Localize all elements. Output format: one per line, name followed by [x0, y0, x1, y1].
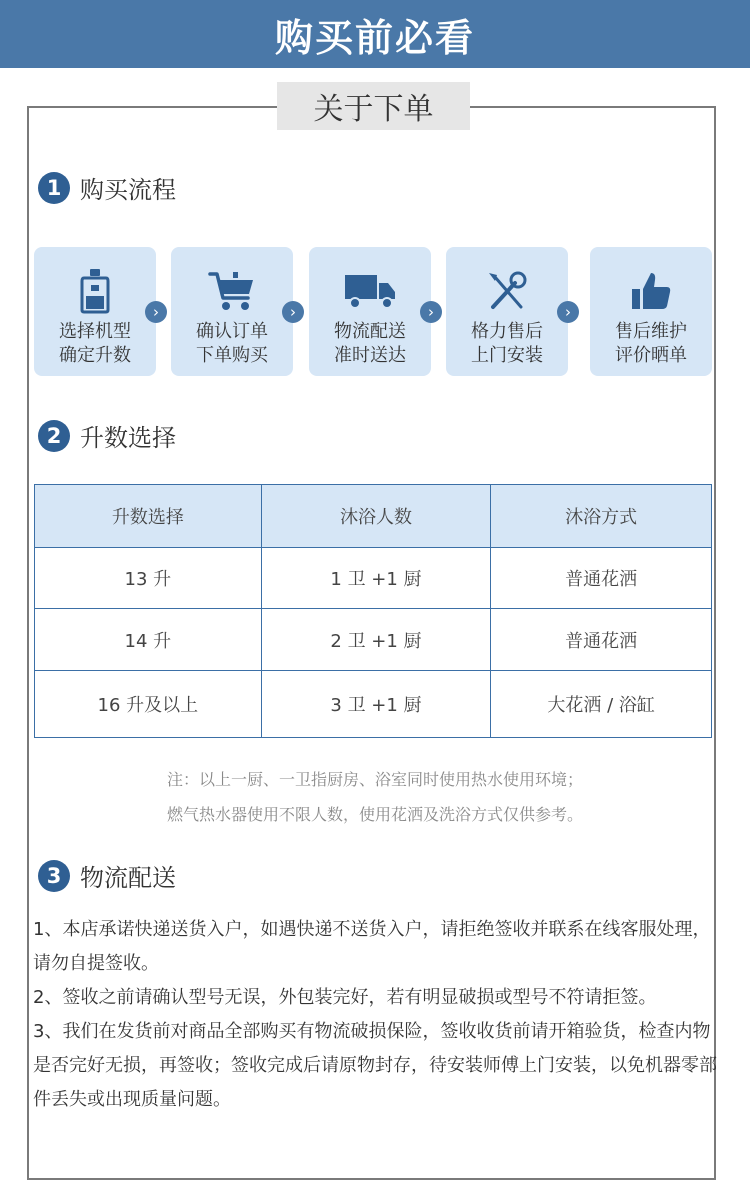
step-label-line2: 上门安装 [471, 345, 543, 366]
table-cell: 14 升 [35, 609, 262, 671]
step-card-logistics [309, 247, 431, 376]
table-cell: 3 卫 +1 厨 [261, 671, 491, 738]
table-row [35, 609, 712, 671]
table-note-line: 注：以上一厨、一卫指厨房、浴室同时使用热水使用环境； [166, 770, 583, 789]
thumbs-up-icon [629, 267, 673, 315]
frame-title: 关于下单 [277, 82, 470, 130]
section-title: 升数选择 [80, 424, 176, 452]
logistics-terms [33, 913, 723, 1117]
section-number-badge: 2 [38, 420, 70, 452]
logistics-item: 1、本店承诺快递送货入户，如遇快递不送货入户，请拒绝签收并联系在线客服处理，请勿自提签收。 [33, 919, 711, 974]
step-label-line1: 售后维护 [615, 321, 687, 342]
step-label-line1: 确认订单 [196, 321, 268, 342]
section-heading-purchase-process [38, 170, 176, 205]
section-heading-capacity [38, 418, 176, 453]
step-label-line2: 评价晒单 [615, 345, 687, 366]
step-label-line2: 确定升数 [59, 345, 131, 366]
column-header: 沐浴方式 [491, 485, 712, 548]
table-note-line: 燃气热水器使用不限人数，使用花洒及洗浴方式仅供参考。 [166, 805, 583, 824]
tools-icon [485, 267, 529, 315]
column-header: 升数选择 [35, 485, 262, 548]
step-label-line1: 选择机型 [59, 321, 131, 342]
logistics-item: 3、我们在发货前对商品全部购买有物流破损保险，签收收货前请开箱验货，检查内物是否完好无损，再签收；签收完成后请原物封存，待安装师傅上门安装，以免机器零部件丢失或出现质量问题。 [33, 1021, 717, 1110]
table-cell: 普通花洒 [491, 609, 712, 671]
capacity-table [34, 484, 712, 738]
chevron-right-icon: › [420, 301, 442, 323]
step-card-confirm-order [171, 247, 293, 376]
step-card-select-model [34, 247, 156, 376]
column-header: 沐浴人数 [261, 485, 491, 548]
table-cell: 普通花洒 [491, 548, 712, 609]
chevron-right-icon: › [282, 301, 304, 323]
step-card-installation [446, 247, 568, 376]
header-banner [0, 0, 750, 68]
step-label-line1: 物流配送 [334, 321, 406, 342]
chevron-right-icon: › [557, 301, 579, 323]
table-cell: 2 卫 +1 厨 [261, 609, 491, 671]
table-cell: 16 升及以上 [35, 671, 262, 738]
section-title: 购买流程 [80, 176, 176, 204]
step-label-line2: 下单购买 [196, 345, 268, 366]
table-cell: 大花洒 / 浴缸 [491, 671, 712, 738]
truck-icon [343, 267, 397, 315]
bottle-icon [78, 267, 112, 315]
page-title: 购买前必看 [274, 15, 475, 60]
table-cell: 13 升 [35, 548, 262, 609]
section-heading-logistics [38, 858, 176, 893]
section-number-badge: 1 [38, 172, 70, 204]
step-label-line2: 准时送达 [334, 345, 406, 366]
section-number-badge: 3 [38, 860, 70, 892]
table-row [35, 548, 712, 609]
step-card-after-sales [590, 247, 712, 376]
table-header-row [35, 485, 712, 548]
logistics-item: 2、签收之前请确认型号无误，外包装完好，若有明显破损或型号不符请拒签。 [33, 987, 657, 1008]
step-label-line1: 格力售后 [471, 321, 543, 342]
table-row [35, 671, 712, 738]
chevron-right-icon: › [145, 301, 167, 323]
table-cell: 1 卫 +1 厨 [261, 548, 491, 609]
cart-icon [208, 267, 256, 315]
section-title: 物流配送 [80, 864, 176, 892]
